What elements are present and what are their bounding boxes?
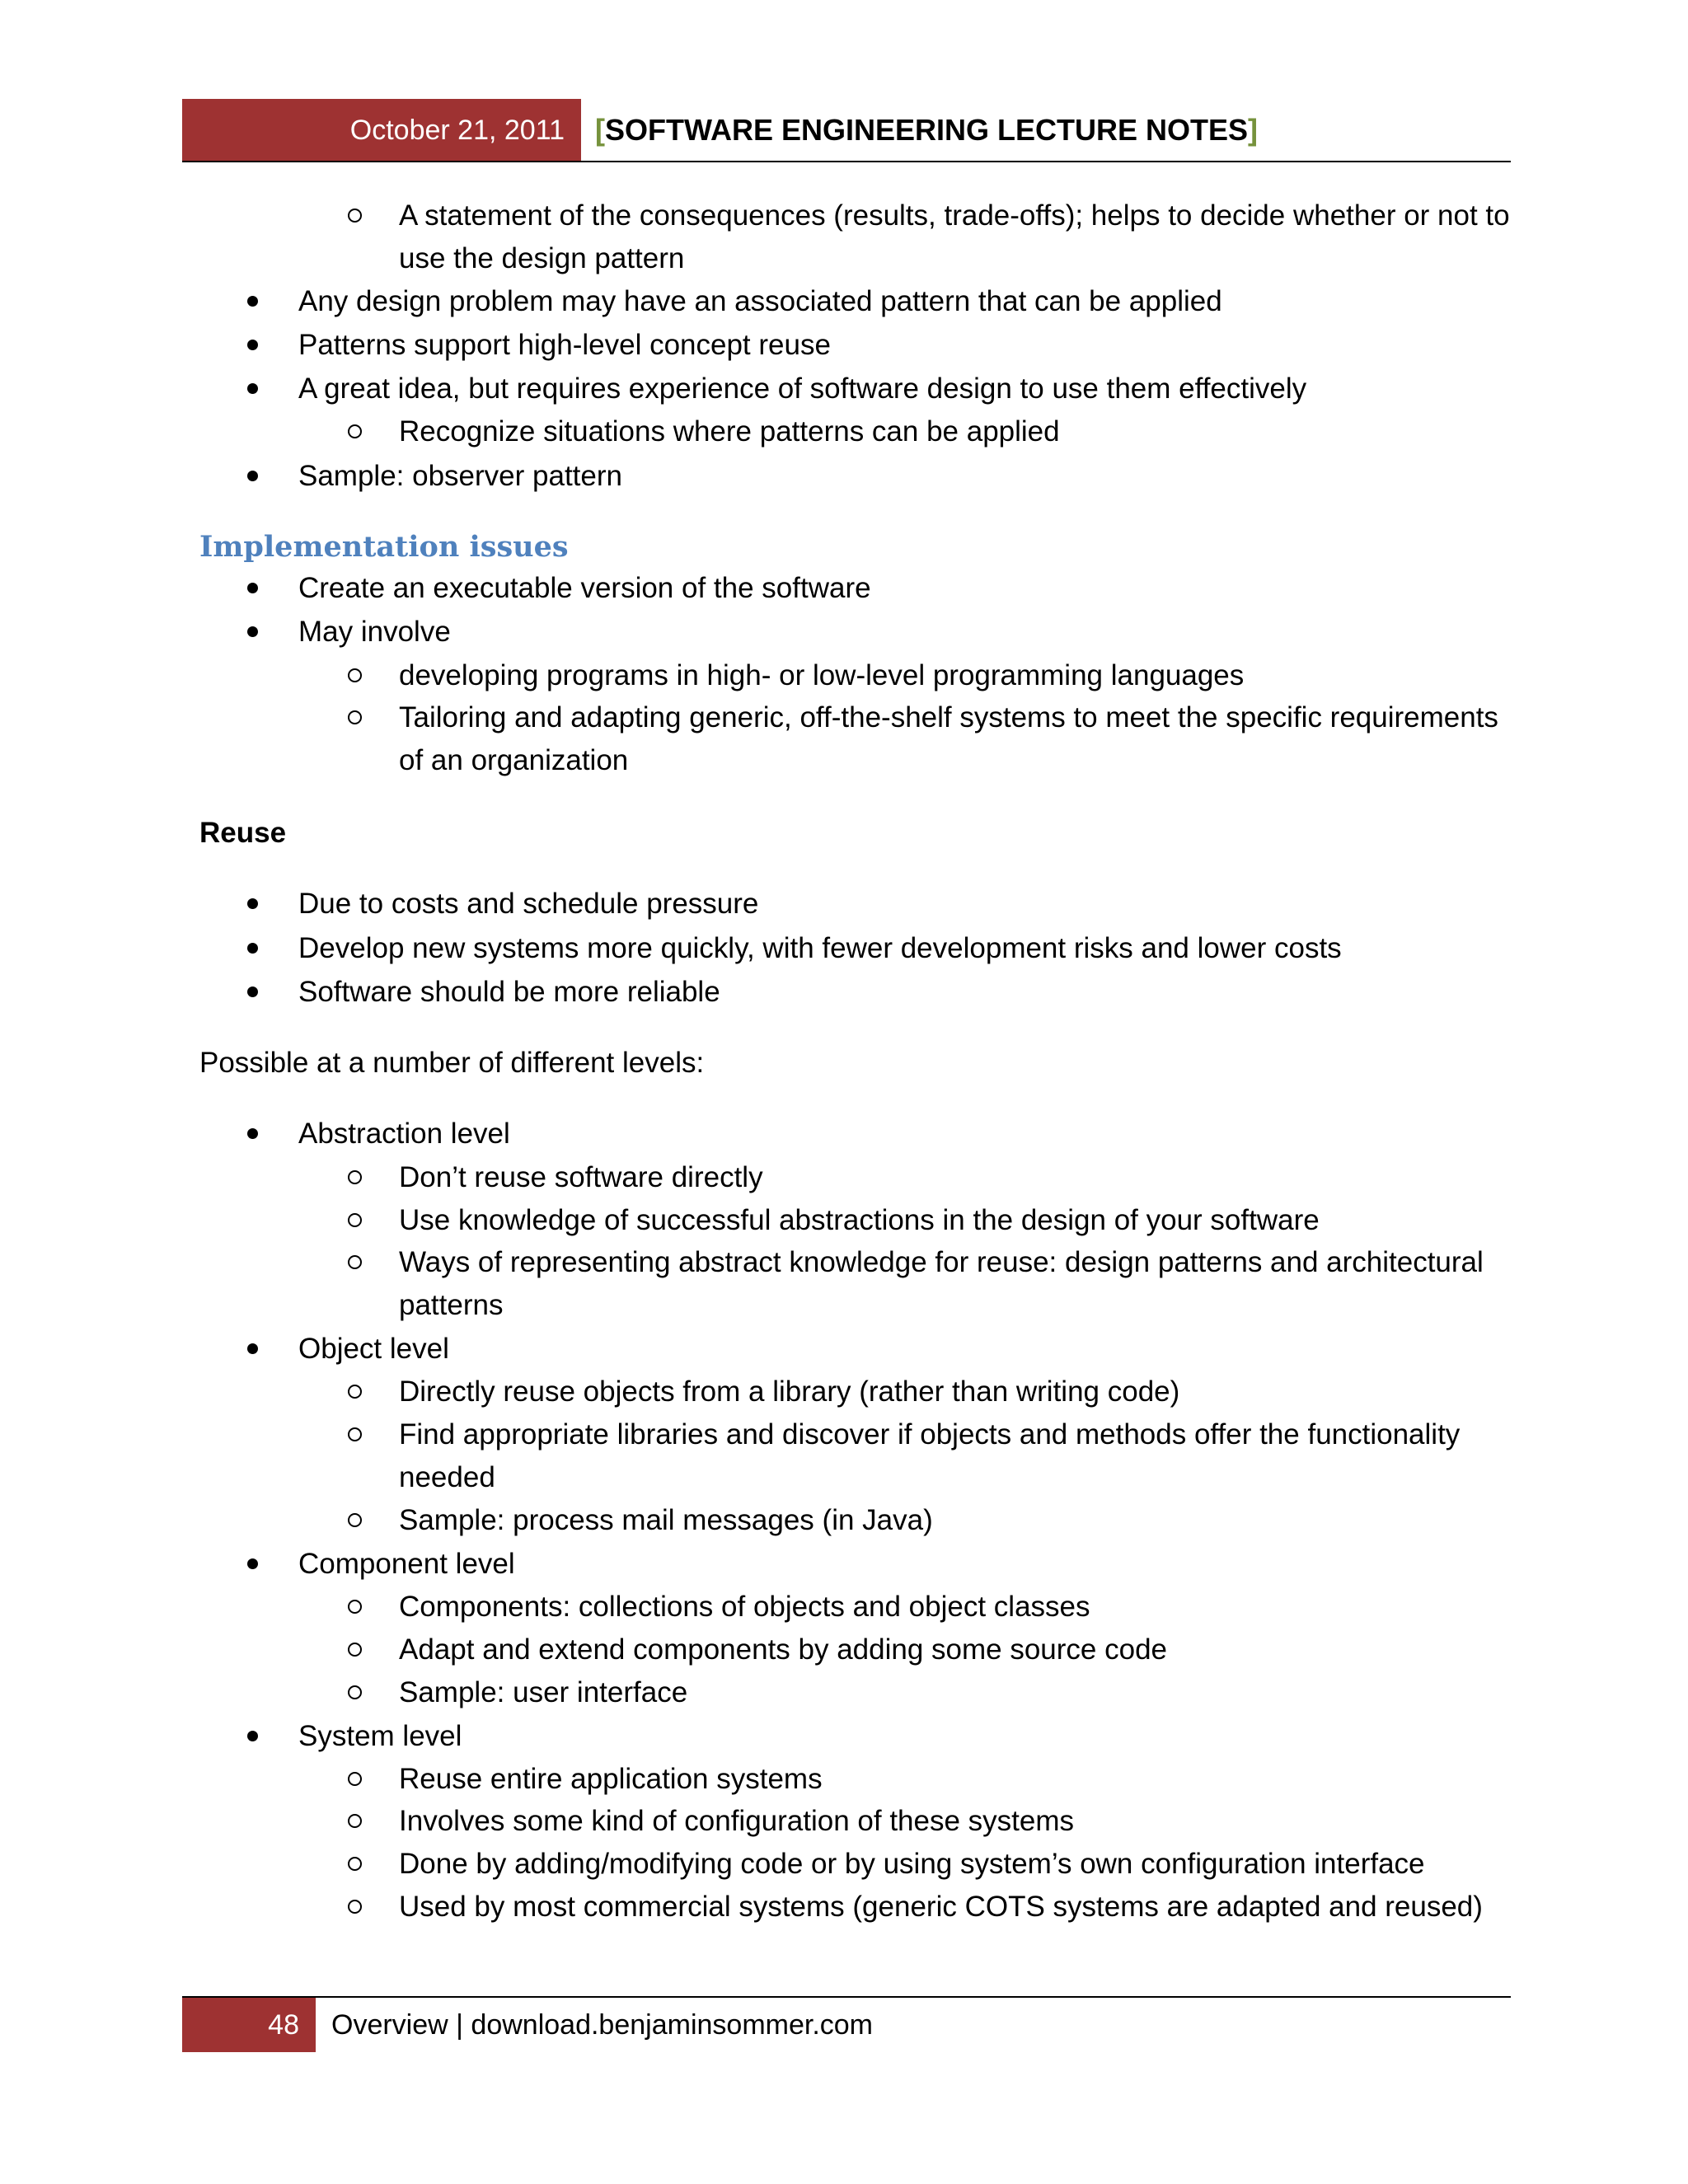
- bullet-marker: [247, 1118, 258, 1151]
- bullet-marker: [247, 572, 258, 605]
- list-item: Adapt and extend components by adding some source code: [399, 1633, 1168, 1666]
- bullet-marker: [247, 1720, 258, 1753]
- list-item: Sample: user interface: [399, 1676, 688, 1708]
- sub-bullet-marker: [348, 1805, 362, 1838]
- sub-bullet-marker: [348, 1591, 362, 1624]
- header-title: [595, 99, 1258, 162]
- bullet-marker: [247, 616, 258, 649]
- sub-bullet-marker: [348, 415, 362, 448]
- list-item-continuation: of an organization: [399, 744, 629, 776]
- list-item: Software should be more reliable: [298, 976, 720, 1008]
- list-item: Used by most commercial systems (generic COTS systems are adapted and reused): [399, 1891, 1483, 1923]
- sub-bullet-marker: [348, 1891, 362, 1924]
- list-item: Reuse entire application systems: [399, 1763, 823, 1795]
- list-item: Use knowledge of successful abstractions in the design of your software: [399, 1204, 1320, 1236]
- sub-bullet-marker: [348, 1161, 362, 1194]
- sub-bullet-marker: [348, 1204, 362, 1237]
- paragraph: Possible at a number of different levels:: [199, 1047, 705, 1079]
- list-item-continuation: needed: [399, 1461, 495, 1493]
- bullet-marker: [247, 460, 258, 493]
- bullet-marker: [247, 976, 258, 1009]
- sub-bullet-marker: [348, 1763, 362, 1796]
- list-item-continuation: patterns: [399, 1289, 504, 1321]
- list-item: Directly reuse objects from a library (rather than writing code): [399, 1376, 1180, 1408]
- sub-bullet-marker: [348, 1633, 362, 1666]
- section-heading-reuse: Reuse: [199, 817, 287, 849]
- list-item: Any design problem may have an associated pattern that can be applied: [298, 285, 1222, 317]
- bullet-marker: [247, 1333, 258, 1366]
- list-item: Develop new systems more quickly, with fewer development risks and lower costs: [298, 932, 1342, 964]
- list-item: Abstraction level: [298, 1118, 510, 1150]
- list-item-continuation: use the design pattern: [399, 242, 685, 274]
- bullet-marker: [247, 1548, 258, 1581]
- sub-bullet-marker: [348, 1848, 362, 1881]
- section-heading-implementation: Implementation issues: [199, 530, 569, 564]
- list-item: Due to costs and schedule pressure: [298, 888, 759, 920]
- list-item: Don’t reuse software directly: [399, 1161, 763, 1193]
- list-item: Sample: process mail messages (in Java): [399, 1504, 933, 1536]
- sub-bullet-marker: [348, 1418, 362, 1451]
- list-item: May involve: [298, 616, 451, 648]
- sub-bullet-marker: [348, 1246, 362, 1279]
- list-item: Component level: [298, 1548, 515, 1580]
- list-item: Object level: [298, 1333, 449, 1365]
- sub-bullet-marker: [348, 1676, 362, 1709]
- list-item: Ways of representing abstract knowledge for reuse: design patterns and architectural: [399, 1246, 1484, 1278]
- list-item: Create an executable version of the software: [298, 572, 871, 604]
- list-item: Tailoring and adapting generic, off-the-shelf systems to meet the specific requirements: [399, 701, 1498, 733]
- sub-bullet-marker: [348, 1504, 362, 1537]
- sub-bullet-marker: [348, 199, 362, 232]
- header-rule: [182, 161, 1511, 162]
- bullet-marker: [247, 373, 258, 405]
- bullet-marker: [247, 888, 258, 921]
- bullet-marker: [247, 932, 258, 965]
- footer-text: Overview | download.benjaminsommer.com: [331, 2008, 873, 2041]
- list-item: Done by adding/modifying code or by using system’s own configuration interface: [399, 1848, 1425, 1880]
- header-date: October 21, 2011: [182, 99, 581, 162]
- list-item: Involves some kind of configuration of these systems: [399, 1805, 1075, 1837]
- list-item: Find appropriate libraries and discover if objects and methods offer the functionality: [399, 1418, 1461, 1451]
- list-item: Recognize situations where patterns can be applied: [399, 415, 1060, 448]
- sub-bullet-marker: [348, 701, 362, 734]
- list-item: A statement of the consequences (results, trade-offs); helps to decide whether or not to: [399, 199, 1510, 232]
- list-item: developing programs in high- or low-level programming languages: [399, 659, 1245, 691]
- sub-bullet-marker: [348, 1376, 362, 1408]
- header-bracket-close: ]: [1248, 113, 1259, 147]
- list-item: Sample: observer pattern: [298, 460, 622, 492]
- sub-bullet-marker: [348, 659, 362, 692]
- header-title-text: SOFTWARE ENGINEERING LECTURE NOTES: [605, 113, 1249, 147]
- header-bracket-open: [: [595, 113, 605, 147]
- page-number: 48: [182, 1998, 316, 2052]
- list-item: System level: [298, 1720, 462, 1752]
- list-item: Components: collections of objects and object classes: [399, 1591, 1090, 1623]
- bullet-marker: [247, 285, 258, 318]
- list-item: Patterns support high-level concept reuse: [298, 329, 831, 361]
- list-item: A great idea, but requires experience of software design to use them effectively: [298, 373, 1307, 405]
- bullet-marker: [247, 329, 258, 362]
